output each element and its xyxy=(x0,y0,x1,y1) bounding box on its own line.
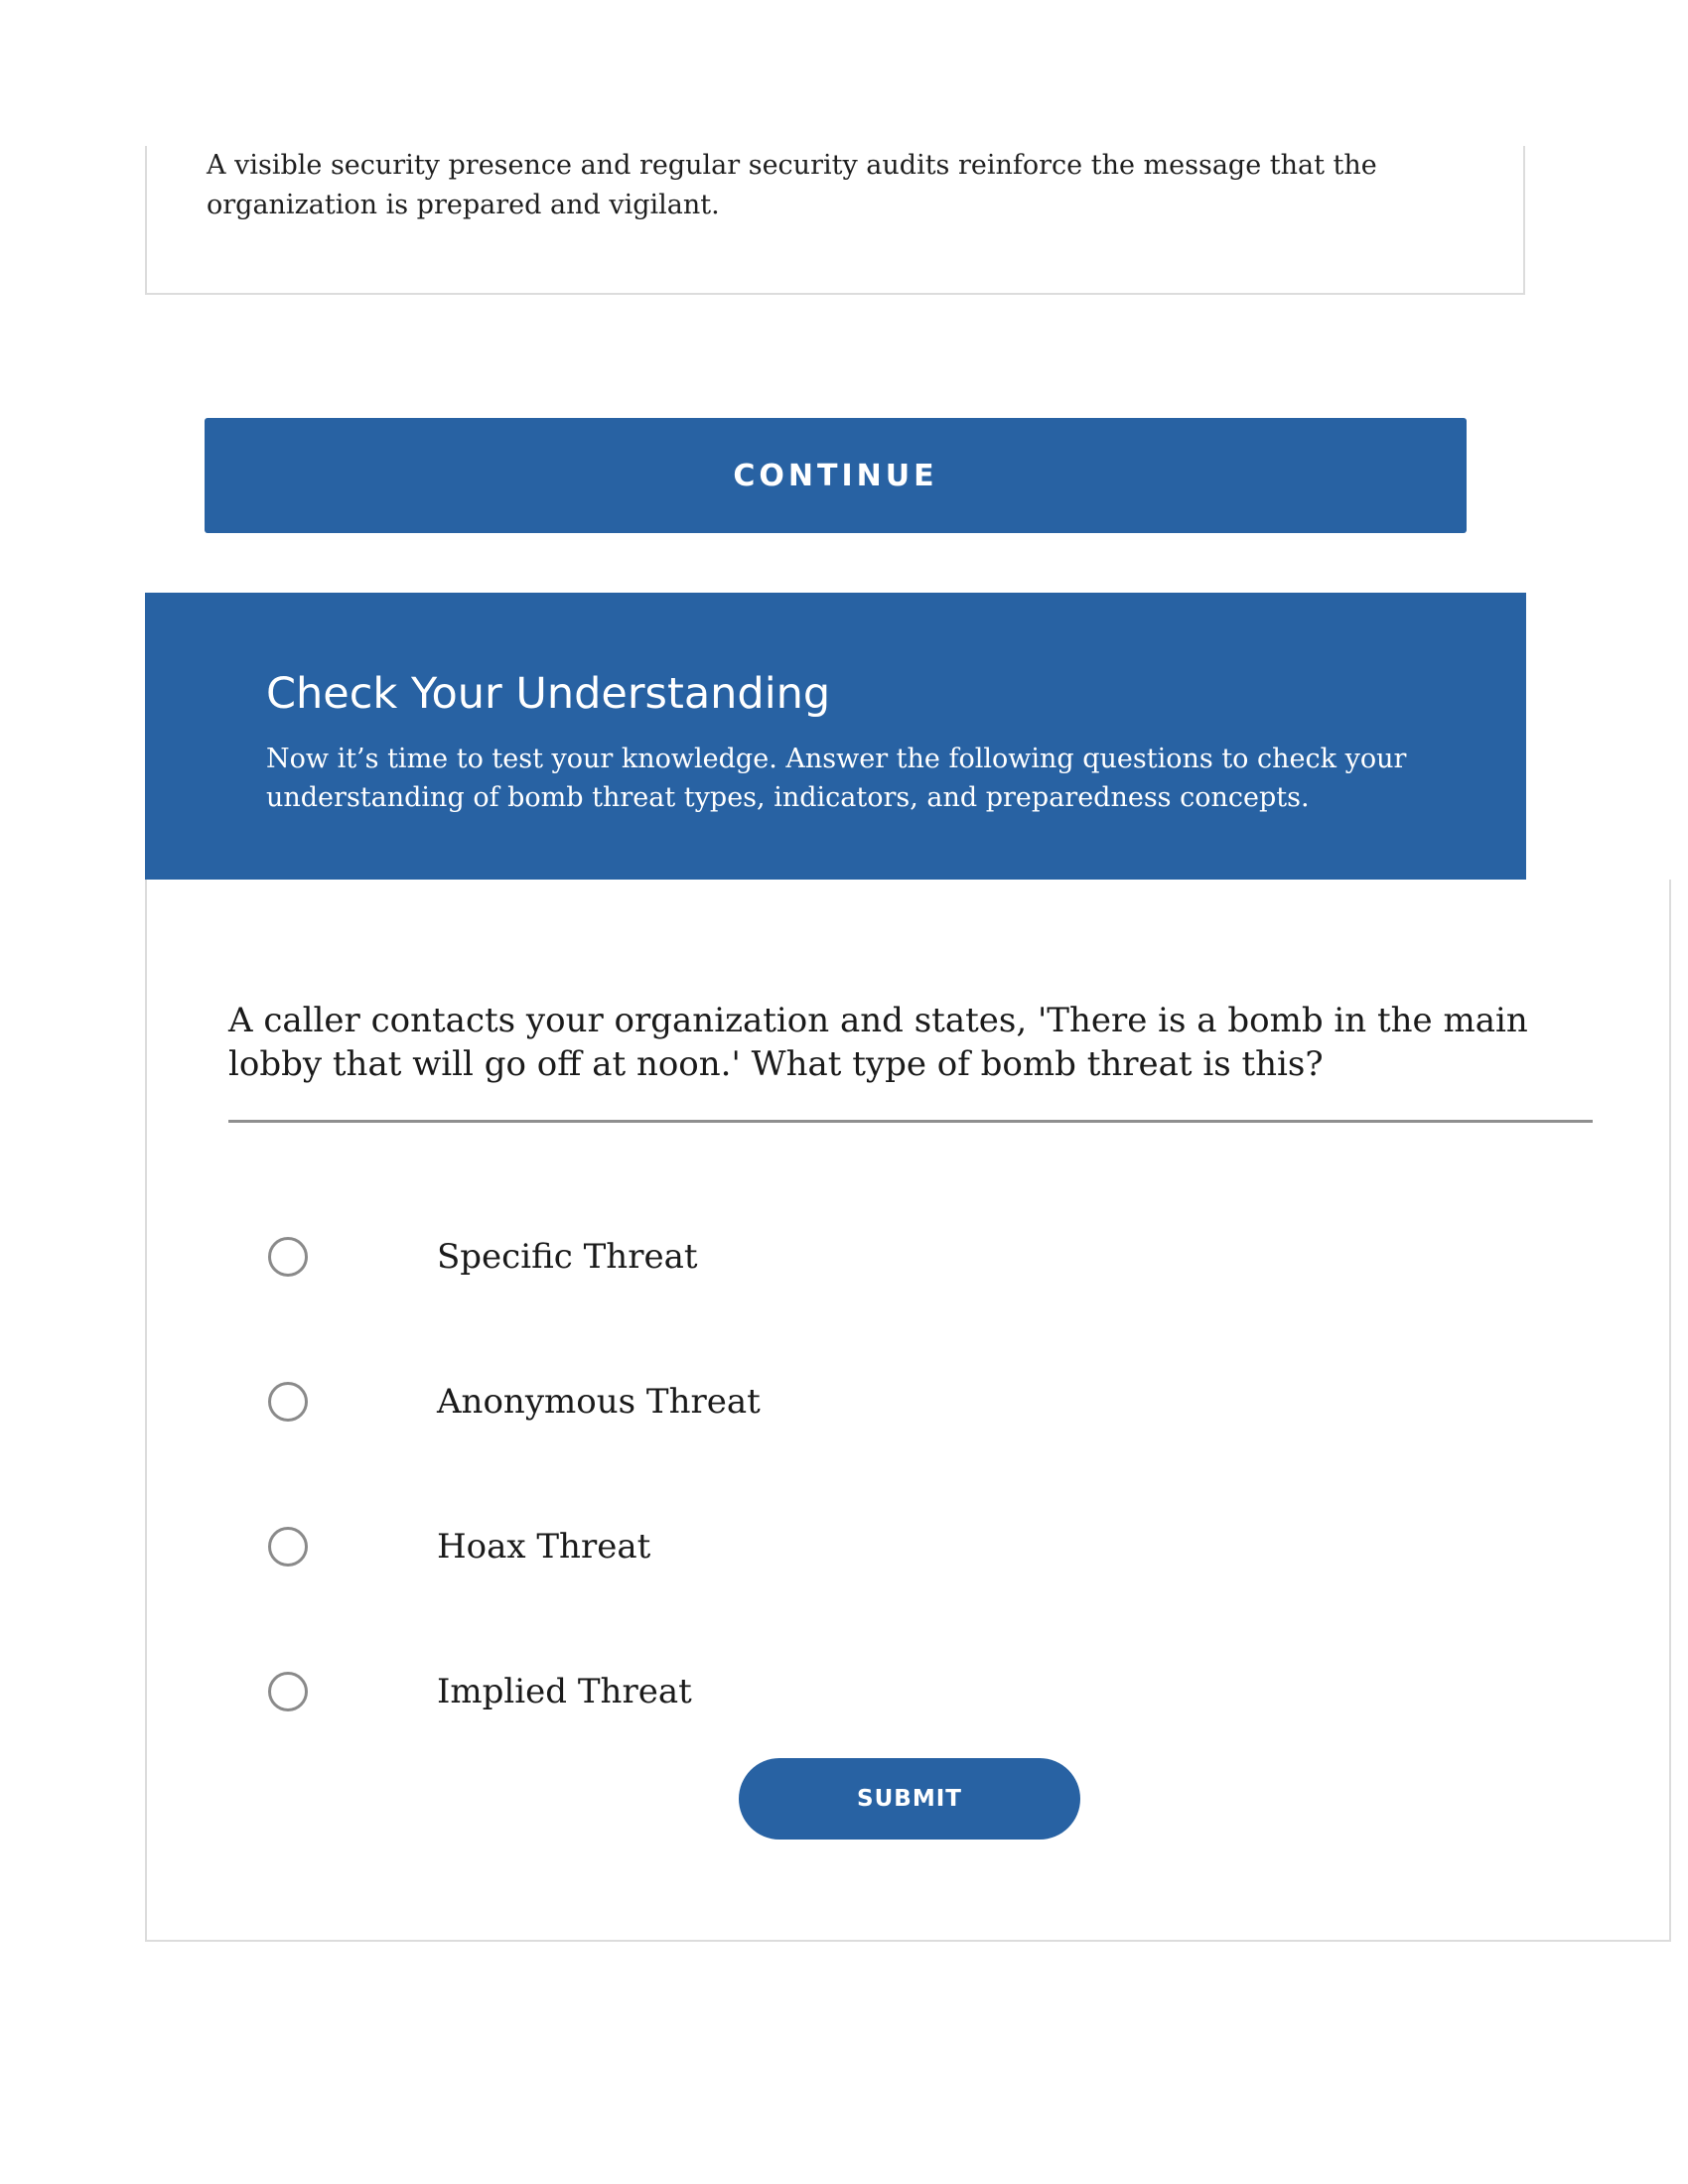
question-divider xyxy=(228,1120,1593,1123)
previous-content-card xyxy=(145,146,1525,295)
security-presence-text: A visible security presence and regular security audits reinforce the message that the organization is prepared and vigilant. xyxy=(207,150,1377,220)
question-text: A caller contacts your organization and states, 'There is a bomb in the main lobby that will go off at noon.' What type of bomb threat is this? xyxy=(228,1001,1528,1084)
answer-option-hoax-threat[interactable] xyxy=(228,1502,1593,1591)
answer-option-implied-threat[interactable] xyxy=(228,1647,1593,1736)
check-understanding-description: Now it’s time to test your knowledge. Answer the following questions to check your understanding of bomb threat types, indicators, and preparedness concepts. xyxy=(266,744,1407,813)
answer-option-label: Anonymous Threat xyxy=(437,1382,761,1422)
check-understanding-title: Check Your Understanding xyxy=(266,669,831,719)
radio-button[interactable] xyxy=(268,1527,308,1567)
continue-button[interactable]: CONTINUE xyxy=(205,418,1467,533)
radio-button[interactable] xyxy=(268,1672,308,1711)
radio-button[interactable] xyxy=(268,1237,308,1277)
answer-option-label: Implied Threat xyxy=(437,1672,692,1711)
answer-option-specific-threat[interactable] xyxy=(228,1212,1593,1301)
radio-button[interactable] xyxy=(268,1382,308,1422)
submit-button[interactable]: SUBMIT xyxy=(739,1758,1080,1840)
check-understanding-header xyxy=(145,593,1526,881)
question-card xyxy=(145,880,1671,1942)
answer-option-label: Hoax Threat xyxy=(437,1527,651,1567)
answer-option-label: Specific Threat xyxy=(437,1237,698,1277)
answer-option-anonymous-threat[interactable] xyxy=(228,1357,1593,1446)
